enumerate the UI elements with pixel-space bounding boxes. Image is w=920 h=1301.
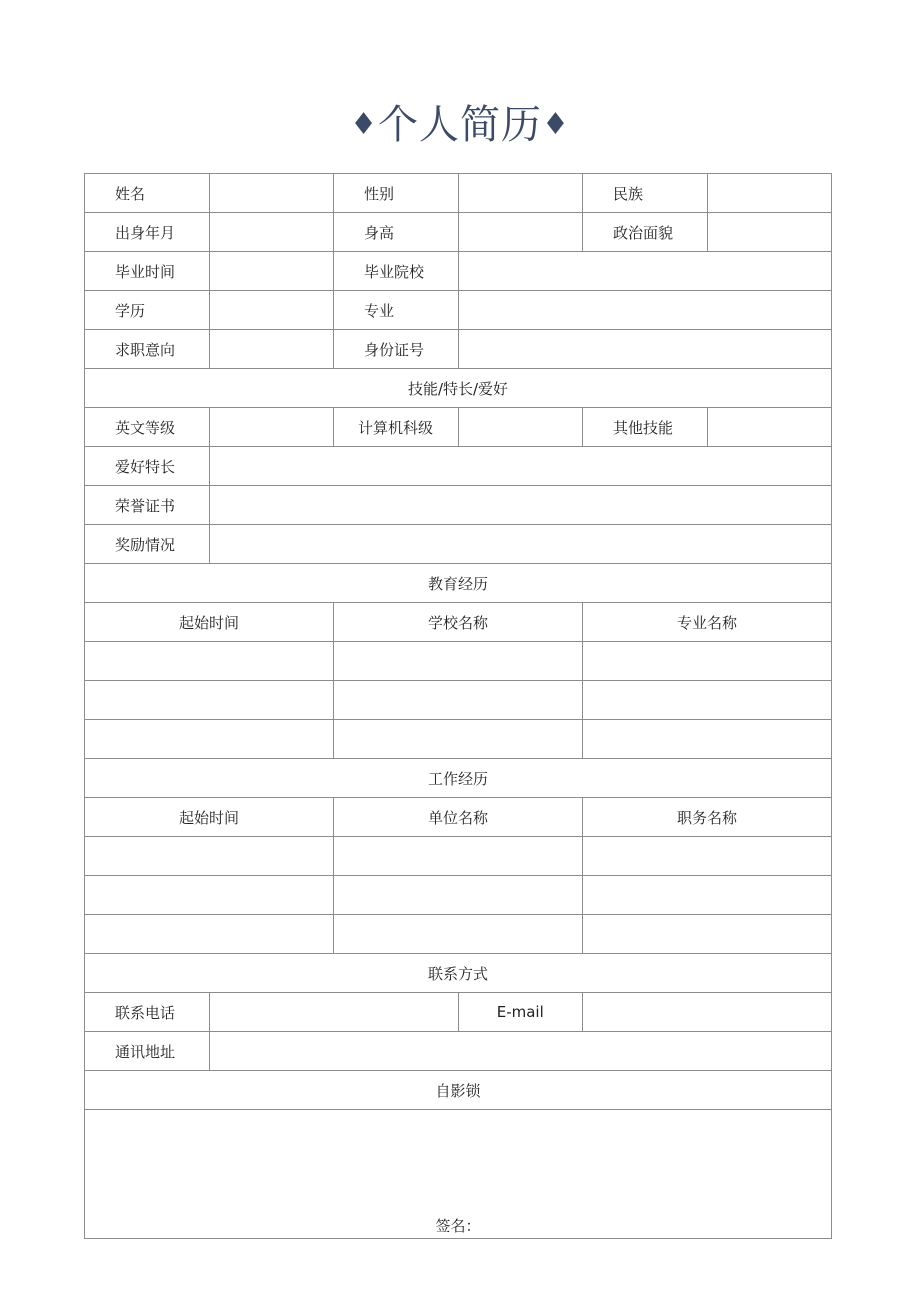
edu-major-cell[interactable]: [583, 720, 832, 759]
diamond-left-icon: ♦: [350, 107, 378, 142]
table-row: [85, 174, 832, 213]
table-row: [85, 954, 832, 993]
table-row: [85, 408, 832, 447]
phone-label: 联系电话: [85, 993, 210, 1032]
computer-field[interactable]: [458, 408, 583, 447]
awards-field[interactable]: [209, 525, 832, 564]
english-label: 英文等级: [85, 408, 210, 447]
table-row: [85, 681, 832, 720]
political-label: 政治面貌: [583, 213, 708, 252]
edu-school-cell[interactable]: [334, 681, 583, 720]
id-label: 身份证号: [334, 330, 459, 369]
ethnicity-label: 民族: [583, 174, 708, 213]
self-eval-field[interactable]: [85, 1110, 832, 1239]
table-row: [85, 564, 832, 603]
hobbies-label: 爱好特长: [85, 447, 210, 486]
work-time-cell[interactable]: [85, 837, 334, 876]
work-company-cell[interactable]: [334, 876, 583, 915]
work-company-cell[interactable]: [334, 837, 583, 876]
table-row: [85, 486, 832, 525]
education-field[interactable]: [209, 291, 334, 330]
table-row: [85, 603, 832, 642]
certificates-field[interactable]: [209, 486, 832, 525]
grad-school-label: 毕业院校: [334, 252, 459, 291]
work-header-position: 职务名称: [583, 798, 832, 837]
address-field[interactable]: [209, 1032, 832, 1071]
work-header-company: 单位名称: [334, 798, 583, 837]
address-label: 通讯地址: [85, 1032, 210, 1071]
table-row: [85, 1110, 832, 1239]
hobbies-field[interactable]: [209, 447, 832, 486]
diamond-right-icon: ♦: [542, 107, 570, 142]
table-row: [85, 369, 832, 408]
other-skills-field[interactable]: [707, 408, 832, 447]
email-field[interactable]: [583, 993, 832, 1032]
table-row: [85, 291, 832, 330]
birth-label: 出身年月: [85, 213, 210, 252]
table-row: [85, 837, 832, 876]
work-time-cell[interactable]: [85, 876, 334, 915]
english-field[interactable]: [209, 408, 334, 447]
table-row: [85, 759, 832, 798]
id-field[interactable]: [458, 330, 832, 369]
contact-section-title: 联系方式: [85, 954, 832, 993]
work-time-cell[interactable]: [85, 915, 334, 954]
name-field[interactable]: [209, 174, 334, 213]
edu-header-school: 学校名称: [334, 603, 583, 642]
table-row: [85, 330, 832, 369]
table-row: [85, 876, 832, 915]
skills-section-title: 技能/特长/爱好: [85, 369, 832, 408]
table-row: [85, 642, 832, 681]
birth-field[interactable]: [209, 213, 334, 252]
gender-field[interactable]: [458, 174, 583, 213]
height-label: 身高: [334, 213, 459, 252]
education-section-title: 教育经历: [85, 564, 832, 603]
work-position-cell[interactable]: [583, 837, 832, 876]
page-title-text: 个人简历: [378, 102, 542, 148]
table-row: [85, 1071, 832, 1110]
edu-time-cell[interactable]: [85, 642, 334, 681]
page-title: [0, 93, 920, 150]
edu-time-cell[interactable]: [85, 720, 334, 759]
job-intent-field[interactable]: [209, 330, 334, 369]
edu-header-major: 专业名称: [583, 603, 832, 642]
edu-time-cell[interactable]: [85, 681, 334, 720]
edu-major-cell[interactable]: [583, 681, 832, 720]
resume-table: [84, 173, 832, 1239]
signature-label: 签名：: [435, 1217, 481, 1235]
edu-school-cell[interactable]: [334, 720, 583, 759]
job-intent-label: 求职意向: [85, 330, 210, 369]
table-row: [85, 213, 832, 252]
grad-time-field[interactable]: [209, 252, 334, 291]
edu-school-cell[interactable]: [334, 642, 583, 681]
major-label: 专业: [334, 291, 459, 330]
work-section-title: 工作经历: [85, 759, 832, 798]
certificates-label: 荣誉证书: [85, 486, 210, 525]
email-label: E-mail: [458, 993, 583, 1032]
awards-label: 奖励情况: [85, 525, 210, 564]
table-row: [85, 915, 832, 954]
ethnicity-field[interactable]: [707, 174, 832, 213]
table-row: [85, 252, 832, 291]
work-header-time: 起始时间: [85, 798, 334, 837]
table-row: [85, 720, 832, 759]
edu-header-time: 起始时间: [85, 603, 334, 642]
table-row: [85, 993, 832, 1032]
work-position-cell[interactable]: [583, 915, 832, 954]
height-field[interactable]: [458, 213, 583, 252]
edu-major-cell[interactable]: [583, 642, 832, 681]
name-label: 姓名: [85, 174, 210, 213]
education-label: 学历: [85, 291, 210, 330]
political-field[interactable]: [707, 213, 832, 252]
self-eval-section-title: 自影锁: [85, 1071, 832, 1110]
other-skills-label: 其他技能: [583, 408, 708, 447]
phone-field[interactable]: [209, 993, 458, 1032]
work-company-cell[interactable]: [334, 915, 583, 954]
table-row: [85, 447, 832, 486]
table-row: [85, 1032, 832, 1071]
grad-school-field[interactable]: [458, 252, 832, 291]
gender-label: 性别: [334, 174, 459, 213]
table-row: [85, 525, 832, 564]
grad-time-label: 毕业时间: [85, 252, 210, 291]
major-field[interactable]: [458, 291, 832, 330]
table-row: [85, 798, 832, 837]
computer-label: 计算机科级: [334, 408, 459, 447]
work-position-cell[interactable]: [583, 876, 832, 915]
